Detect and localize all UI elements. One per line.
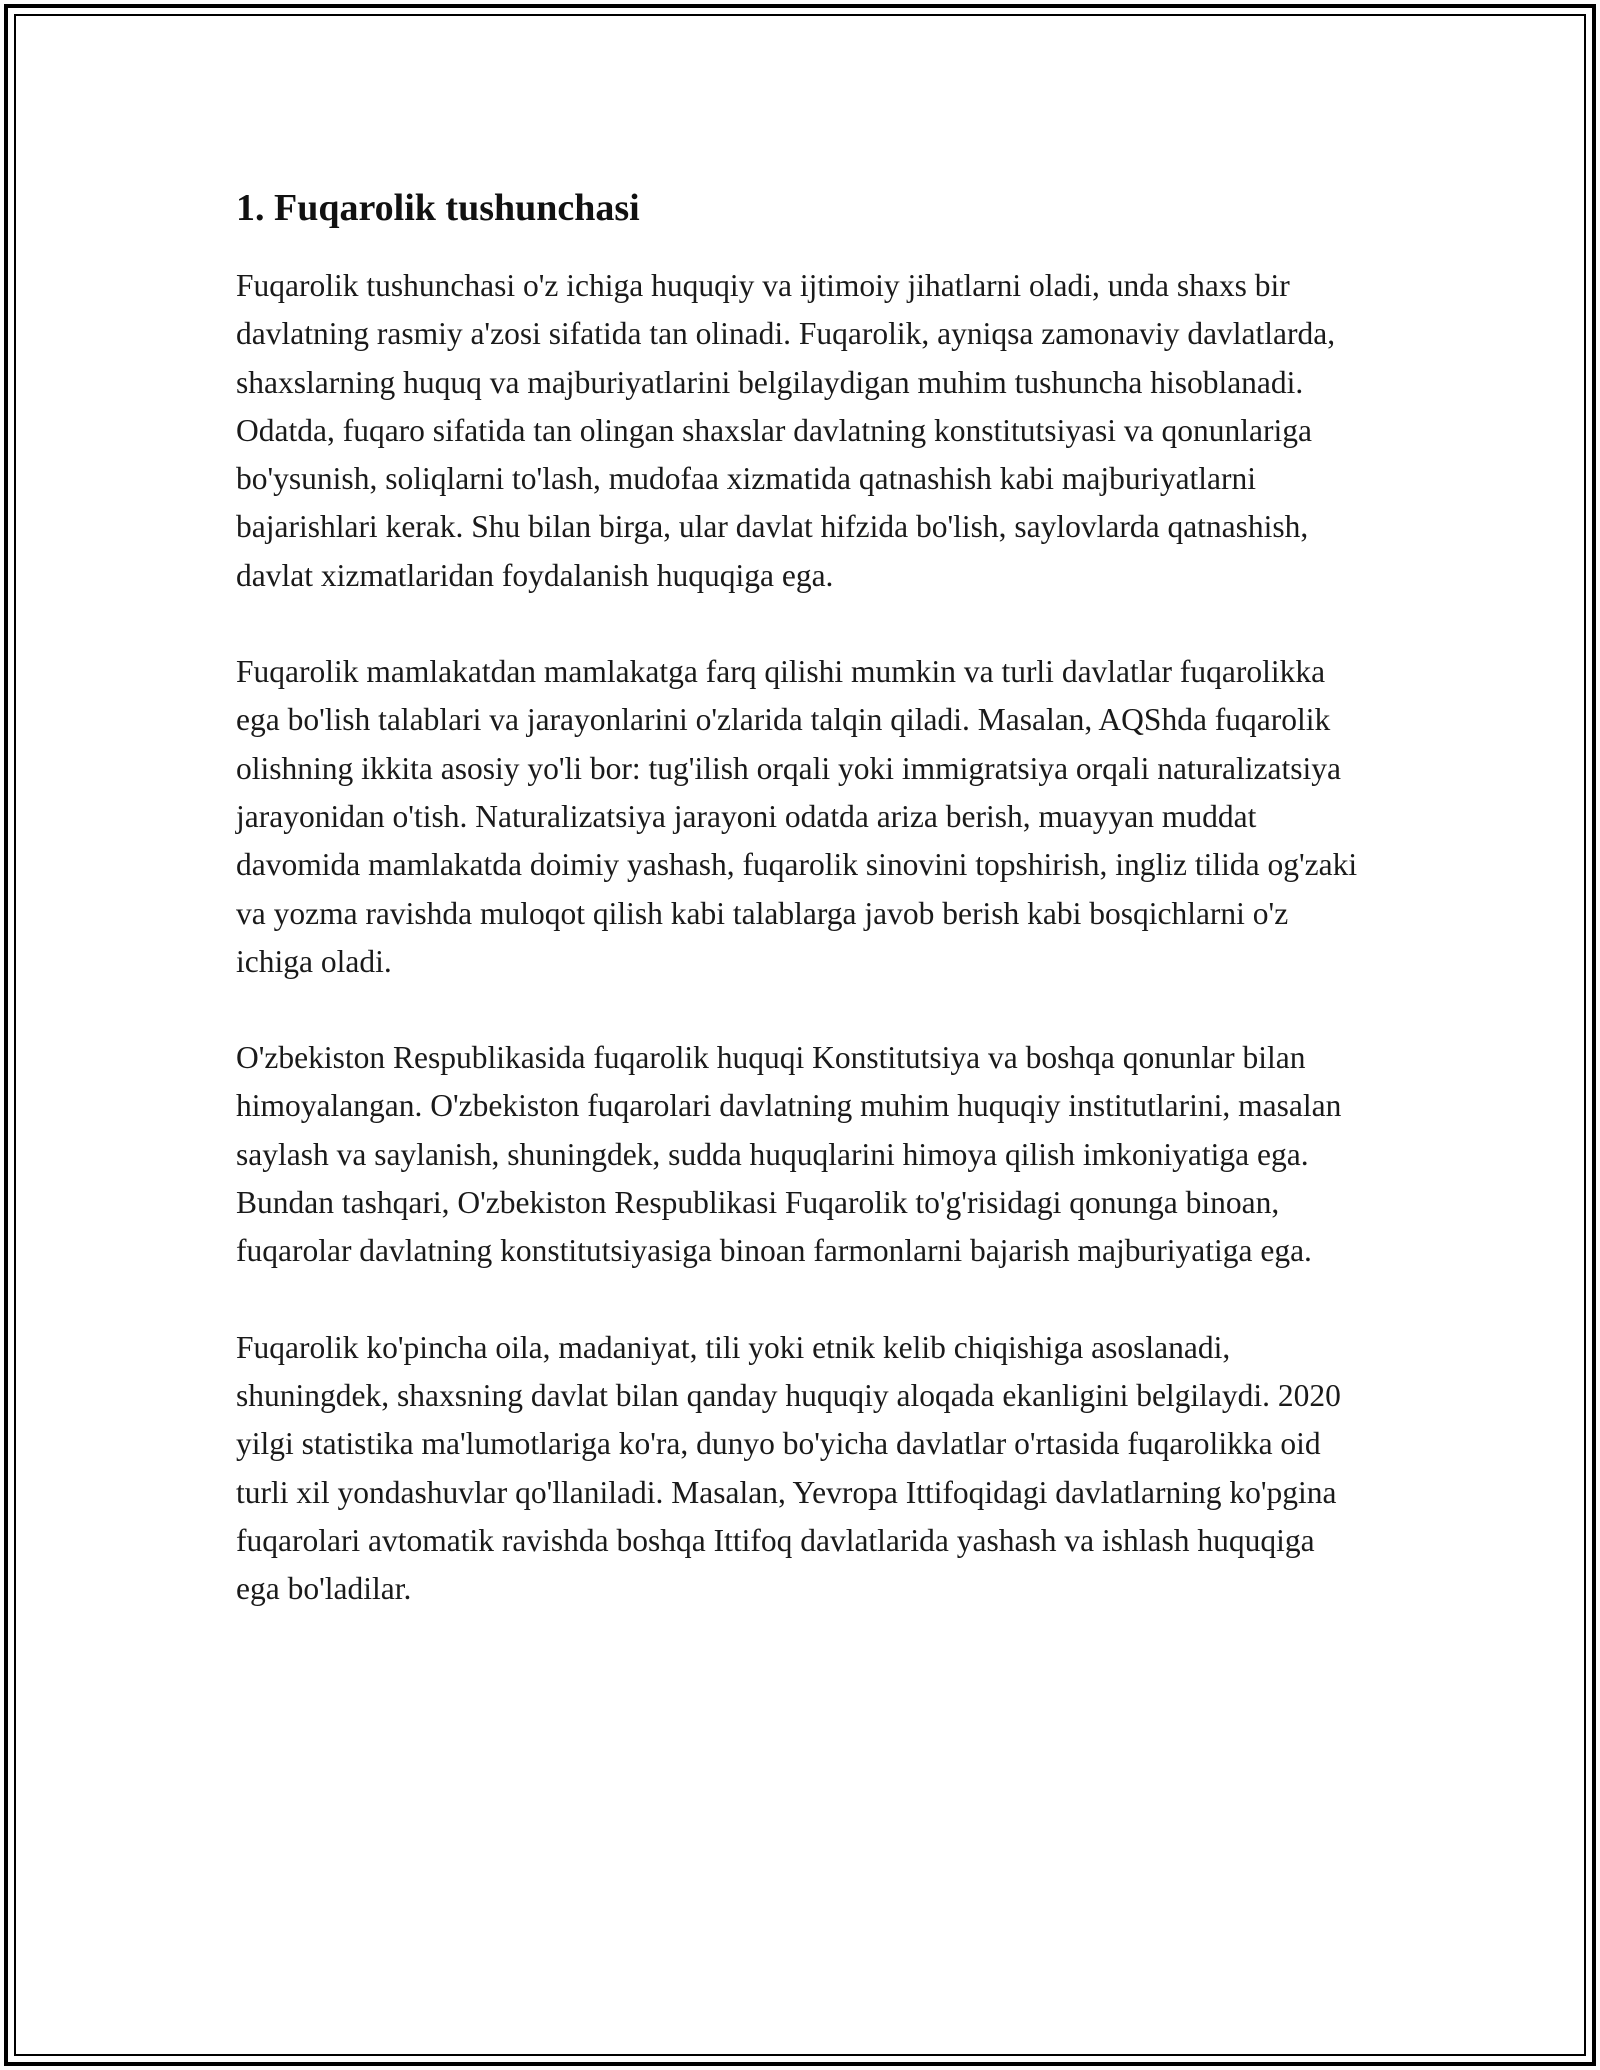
paragraph-1: Fuqarolik tushunchasi o'z ichiga huquqiy va ijtimoiy jihatlarni oladi, unda shaxs bir davlatning rasmiy a'zosi sifatida tan olinadi. Fuqarolik, ayniqsa zamonaviy davlatlarda, shaxslarning huquq va majburiyatlarini belgilaydigan muhim tushuncha hisoblanadi. Odatda, fuqaro sifatida tan olingan shaxslar davlatning konstitutsiyasi va qonunlariga bo'ysunish, soliqlarni to'lash, mudofaa xizmatida qatnashish kabi majburiyatlarni bajarishlari kerak. Shu bilan birga, ular davlat hifzida bo'lish, saylovlarda qatnashish, davlat xizmatlaridan foydalanish huquqiga ega. [236,268,1336,593]
paragraph-4: Fuqarolik ko'pincha oila, madaniyat, tili yoki etnik kelib chiqishiga asoslanadi, shuningdek, shaxsning davlat bilan qanday huquqiy aloqada ekanligini belgilaydi. 2020 yilgi statistika ma'lumotlariga ko'ra, dunyo bo'yicha davlatlar o'rtasida fuqarolikka oid turli xil yondashuvlar qo'llaniladi. Masalan, Yevropa Ittifoqidagi davlatlarning ko'pgina fuqarolari avtomatik ravishda boshqa Ittifoq davlatlarida yashash va ishlash huquqiga ega bo'ladilar. [236,1329,1341,1607]
paragraph-3: O'zbekiston Respublikasida fuqarolik huquqi Konstitutsiya va boshqa qonunlar bilan himoyalangan. O'zbekiston fuqarolari davlatning muhim huquqiy institutlarini, masalan saylash va saylanish, shuningdek, sudda huquqlarini himoya qilish imkoniyatiga ega. Bundan tashqari, O'zbekiston Respublikasi Fuqarolik to'g'risidagi qonunga binoan, fuqarolar davlatning konstitutsiyasiga binoan farmonlarni bajarish majburiyatiga ega. [236,1040,1342,1269]
document-body [236,184,1366,1661]
section-heading: 1. Fuqarolik tushunchasi [236,187,640,229]
paragraph-2: Fuqarolik mamlakatdan mamlakatga farq qilishi mumkin va turli davlatlar fuqarolikka ega bo'lish talablari va jarayonlarini o'zlarida talqin qiladi. Masalan, AQShda fuqarolik olishning ikkita asosiy yo'li bor: tug'ilish orqali yoki immigratsiya orqali naturalizatsiya jarayonidan o'tish. Naturalizatsiya jarayoni odatda ariza berish, muayyan muddat davomida mamlakatda doimiy yashash, fuqarolik sinovini topshirish, ingliz tilida og'zaki va yozma ravishda muloqot qilish kabi talablarga javob berish kabi bosqichlarni o'z ichiga oladi. [236,654,1358,979]
